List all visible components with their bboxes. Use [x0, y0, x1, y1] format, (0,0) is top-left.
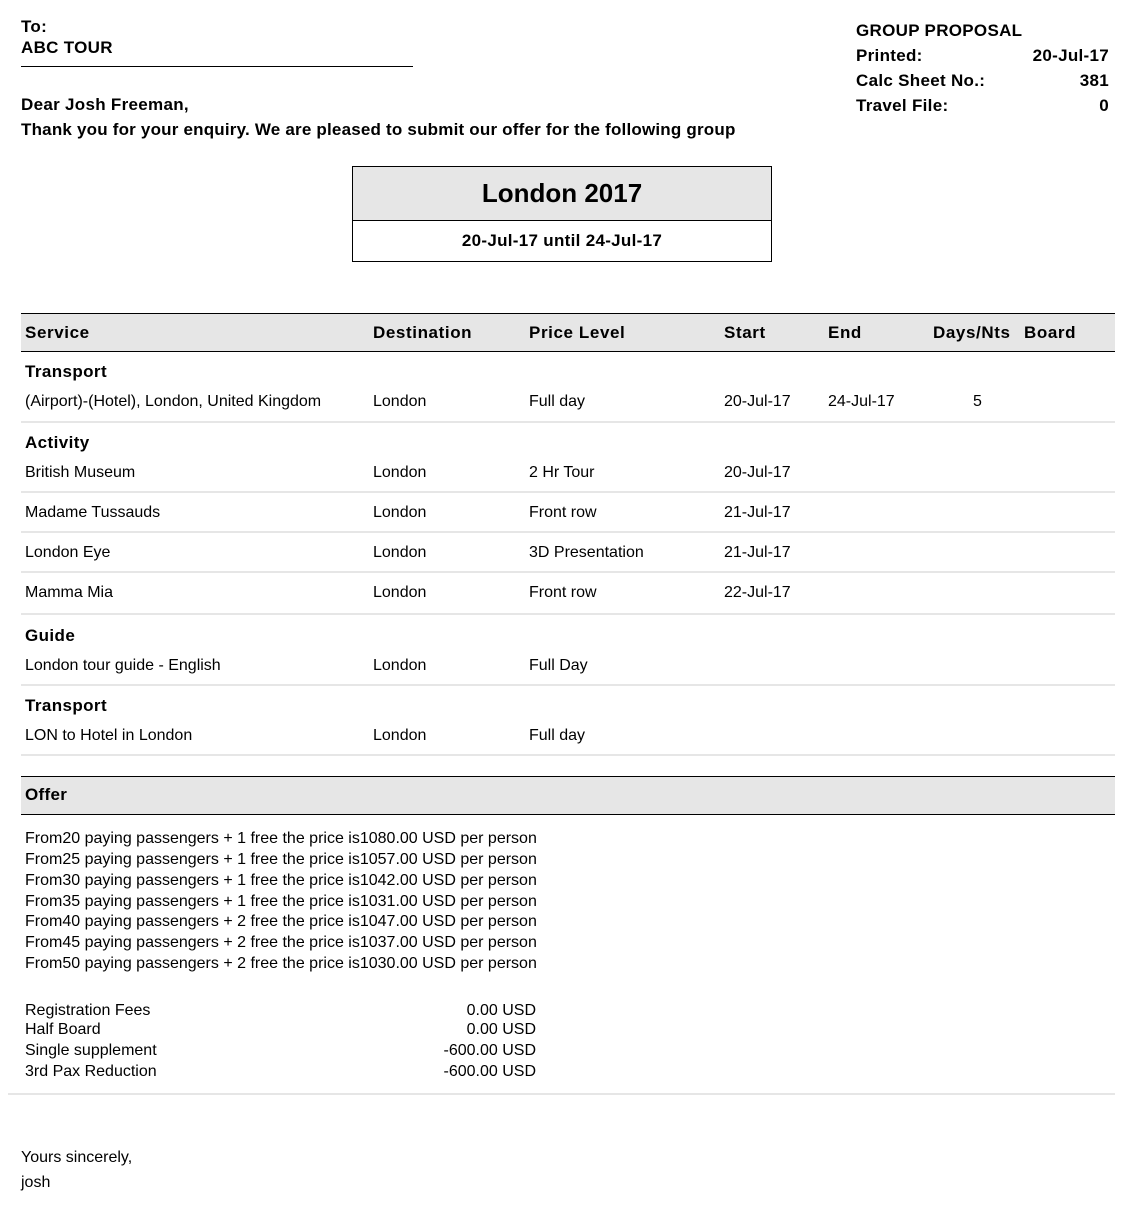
fee-label-half-board: Half Board	[25, 1021, 101, 1038]
row-divider	[21, 754, 1115, 756]
price-level-cell: 3D Presentation	[529, 544, 644, 561]
destination-cell: London	[373, 584, 427, 601]
fee-amount-half-board: 0.00 USD	[466, 1021, 536, 1038]
fee-amount-single-supplement: -600.00 USD	[443, 1042, 536, 1059]
tour-dates: 20-Jul-17 until 24-Jul-17	[461, 231, 663, 250]
fee-label-3rd-pax: 3rd Pax Reduction	[25, 1063, 157, 1080]
offer-line: From30 paying passengers + 1 free the price is1042.00 USD per person	[25, 872, 537, 889]
service-cell: LON to Hotel in London	[25, 727, 193, 744]
closing-text: Yours sincerely,	[21, 1149, 133, 1166]
recipient-divider	[21, 66, 413, 67]
printed-value: 20-Jul-17	[1032, 46, 1109, 65]
fee-amount-3rd-pax: -600.00 USD	[443, 1063, 536, 1080]
intro-text: Thank you for your enquiry. We are pleased to submit our offer for the following group	[21, 120, 736, 139]
col-price-level: Price Level	[529, 323, 626, 342]
travel-file-value: 0	[1099, 96, 1109, 115]
offer-line: From20 paying passengers + 1 free the price is1080.00 USD per person	[25, 830, 537, 847]
col-end: End	[828, 323, 862, 342]
group-title-transport: Transport	[25, 362, 108, 381]
offer-header	[21, 776, 1115, 815]
start-cell: 21-Jul-17	[724, 544, 791, 561]
group-title-guide: Guide	[25, 626, 76, 645]
start-cell: 20-Jul-17	[724, 393, 791, 410]
destination-cell: London	[373, 544, 427, 561]
start-cell: 21-Jul-17	[724, 504, 791, 521]
row-divider	[21, 613, 1115, 615]
group-title-transport-2: Transport	[25, 696, 108, 715]
days-cell: 5	[973, 393, 982, 410]
service-cell: London tour guide - English	[25, 657, 221, 674]
offer-line: From40 paying passengers + 2 free the price is1047.00 USD per person	[25, 913, 537, 930]
start-cell: 20-Jul-17	[724, 464, 791, 481]
destination-cell: London	[373, 657, 427, 674]
end-cell: 24-Jul-17	[828, 393, 895, 410]
calc-sheet-row	[856, 71, 1109, 91]
offer-divider	[8, 1093, 1115, 1095]
calc-sheet-value: 381	[1079, 71, 1109, 90]
price-level-cell: Front row	[529, 504, 597, 521]
row-divider	[21, 571, 1115, 573]
fee-label-registration: Registration Fees	[25, 1002, 151, 1019]
row-divider	[21, 421, 1115, 423]
service-cell: Madame Tussauds	[25, 504, 161, 521]
services-table-header	[21, 313, 1115, 352]
col-service: Service	[25, 323, 90, 342]
col-board: Board	[1024, 323, 1077, 342]
start-cell: 22-Jul-17	[724, 584, 791, 601]
destination-cell: London	[373, 504, 427, 521]
price-level-cell: Full day	[529, 393, 586, 410]
service-cell: (Airport)-(Hotel), London, United Kingdom	[25, 393, 322, 410]
travel-file-row	[856, 96, 1109, 116]
row-divider	[21, 491, 1115, 493]
offer-title: Offer	[25, 785, 68, 804]
recipient-name: ABC TOUR	[21, 38, 113, 57]
travel-file-label: Travel File:	[856, 96, 949, 115]
proposal-title: GROUP PROPOSAL	[856, 21, 1023, 40]
offer-line: From50 paying passengers + 2 free the price is1030.00 USD per person	[25, 955, 537, 972]
price-level-cell: Full day	[529, 727, 586, 744]
row-divider	[21, 531, 1115, 533]
calc-sheet-label: Calc Sheet No.:	[856, 71, 986, 90]
service-cell: British Museum	[25, 464, 136, 481]
service-cell: Mamma Mia	[25, 584, 114, 601]
tour-name: London 2017	[353, 167, 771, 221]
row-divider	[21, 684, 1115, 686]
tour-title-box	[352, 166, 772, 262]
signer-name: josh	[21, 1174, 51, 1191]
to-label: To:	[21, 17, 48, 36]
col-days-nts: Days/Nts	[933, 323, 1011, 342]
col-start: Start	[724, 323, 766, 342]
destination-cell: London	[373, 727, 427, 744]
destination-cell: London	[373, 393, 427, 410]
col-destination: Destination	[373, 323, 473, 342]
price-level-cell: Front row	[529, 584, 597, 601]
offer-line: From35 paying passengers + 1 free the price is1031.00 USD per person	[25, 893, 537, 910]
fee-label-single-supplement: Single supplement	[25, 1042, 157, 1059]
offer-line: From45 paying passengers + 2 free the price is1037.00 USD per person	[25, 934, 537, 951]
group-title-activity: Activity	[25, 433, 90, 452]
destination-cell: London	[373, 464, 427, 481]
offer-line: From25 paying passengers + 1 free the price is1057.00 USD per person	[25, 851, 537, 868]
price-level-cell: 2 Hr Tour	[529, 464, 595, 481]
price-level-cell: Full Day	[529, 657, 588, 674]
fee-amount-registration: 0.00 USD	[466, 1002, 536, 1019]
printed-label: Printed:	[856, 46, 923, 65]
service-cell: London Eye	[25, 544, 111, 561]
printed-row	[856, 46, 1109, 66]
greeting: Dear Josh Freeman,	[21, 95, 189, 114]
